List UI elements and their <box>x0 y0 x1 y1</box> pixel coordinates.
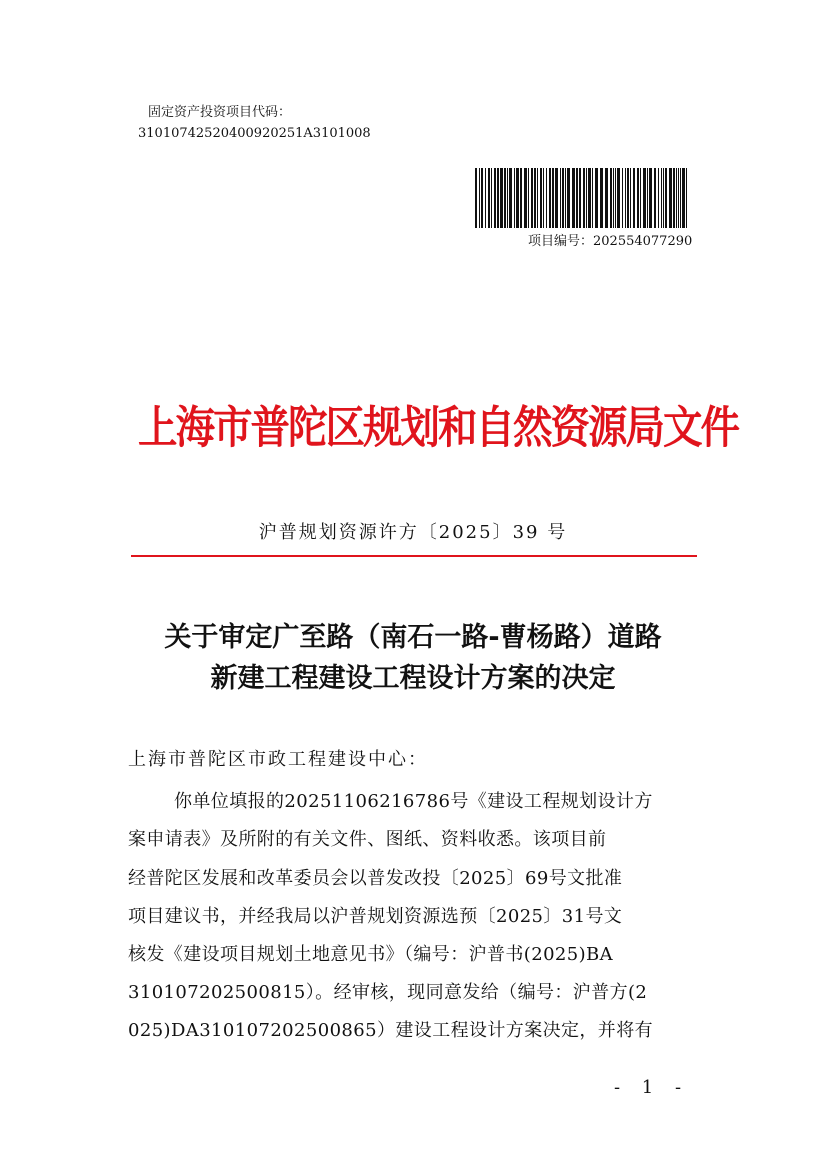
barcode-bar <box>500 168 503 228</box>
recipient: 上海市普陀区市政工程建设中心： <box>128 749 428 770</box>
body-line: 案申请表》及所附的有关文件、图纸、资料收悉。该项目前 <box>128 829 607 850</box>
barcode-bar <box>600 168 603 228</box>
barcode-bar <box>543 168 544 228</box>
barcode-bar <box>669 168 672 228</box>
investment-code-label: 固定资产投资项目代码： <box>148 105 292 120</box>
barcode-bar <box>625 168 626 228</box>
barcode-bar <box>507 168 508 228</box>
agency-name: 上海市普陀区规划和自然资源局文件 <box>138 402 738 454</box>
barcode-bar <box>524 168 527 228</box>
body-line: 核发《建设项目规划土地意见书》（编号：沪普书(2025)BA <box>128 944 614 965</box>
barcode-bar <box>643 168 646 228</box>
barcode-bar <box>565 168 566 228</box>
barcode-bar <box>567 168 570 228</box>
barcode-bar <box>665 168 667 228</box>
barcode-bar <box>613 168 614 228</box>
barcode-bar <box>494 168 496 228</box>
barcode-bar <box>534 168 536 228</box>
barcode-bar <box>617 168 620 228</box>
barcode-bar <box>615 168 616 228</box>
barcode-bar <box>481 168 483 228</box>
barcode-bar <box>537 168 538 228</box>
barcode-bar <box>661 168 662 228</box>
barcode-bar <box>576 168 578 228</box>
barcode-bar <box>588 168 591 228</box>
barcode-bars <box>475 168 689 228</box>
barcode-bar <box>485 168 486 228</box>
barcode-bar <box>654 168 656 228</box>
barcode-bar <box>579 168 581 228</box>
barcode-bar <box>680 168 681 228</box>
document-title-line-1: 关于审定广至路（南石一路-曹杨路）道路 <box>164 622 662 653</box>
barcode-bar <box>649 168 652 228</box>
body-line: 经普陀区发展和改革委员会以普发改投〔2025〕69号文批准 <box>128 868 623 889</box>
barcode-bar <box>658 168 659 228</box>
barcode-bar <box>549 168 551 228</box>
barcode-bar <box>682 168 685 228</box>
barcode-bar <box>514 168 515 228</box>
barcode-bar <box>479 168 480 228</box>
barcode-bar <box>676 168 677 228</box>
document-number: 沪普规划资源许方〔2025〕39 号 <box>258 522 568 543</box>
barcode-bar <box>509 168 512 228</box>
barcode-bar <box>686 168 687 228</box>
barcode-image <box>475 168 689 228</box>
body-line: 310107202500815）。经审核，现同意发给（编号：沪普方(2 <box>128 982 648 1003</box>
barcode-bar <box>633 168 635 228</box>
barcode-bar <box>627 168 629 228</box>
barcode-bar <box>546 168 547 228</box>
barcode-bar <box>540 168 542 228</box>
body-line: 你单位填报的20251106216786号《建设工程规划设计方 <box>174 791 653 812</box>
barcode-bar <box>562 168 564 228</box>
barcode-bar <box>491 168 492 228</box>
barcode-bar <box>640 168 641 228</box>
body-line: 项目建议书，并经我局以沪普规划资源选预〔2025〕31号文 <box>128 906 623 927</box>
barcode-bar <box>572 168 575 228</box>
barcode-bar <box>583 168 585 228</box>
barcode-bar <box>560 168 561 228</box>
investment-code: 31010742520400920251A3101008 <box>138 126 371 141</box>
body-line: 025)DA310107202500865）建设工程设计方案决定，并将有 <box>128 1020 653 1041</box>
barcode-bar <box>663 168 664 228</box>
project-number: 项目编号：202554077290 <box>528 234 693 249</box>
document-title-line-2: 新建工程建设工程设计方案的决定 <box>210 663 616 694</box>
barcode-bar <box>605 168 608 228</box>
page-number: - 1 - <box>614 1077 690 1098</box>
barcode-bar <box>497 168 499 228</box>
barcode-bar <box>622 168 623 228</box>
barcode-bar <box>586 168 587 228</box>
barcode-bar <box>520 168 522 228</box>
barcode-bar <box>673 168 675 228</box>
barcode-bar <box>475 168 477 228</box>
barcode-bar <box>595 168 598 228</box>
barcode-bar <box>552 168 554 228</box>
barcode-bar <box>531 168 533 228</box>
barcode-bar <box>610 168 612 228</box>
barcode-bar <box>592 168 593 228</box>
barcode-bar <box>555 168 558 228</box>
red-divider <box>131 555 697 557</box>
barcode-bar <box>678 168 679 228</box>
barcode-bar <box>637 168 639 228</box>
barcode-bar <box>504 168 506 228</box>
barcode-bar <box>528 168 529 228</box>
barcode-bar <box>516 168 519 228</box>
barcode-bar <box>647 168 648 228</box>
barcode-bar <box>488 168 490 228</box>
barcode-bar <box>630 168 631 228</box>
